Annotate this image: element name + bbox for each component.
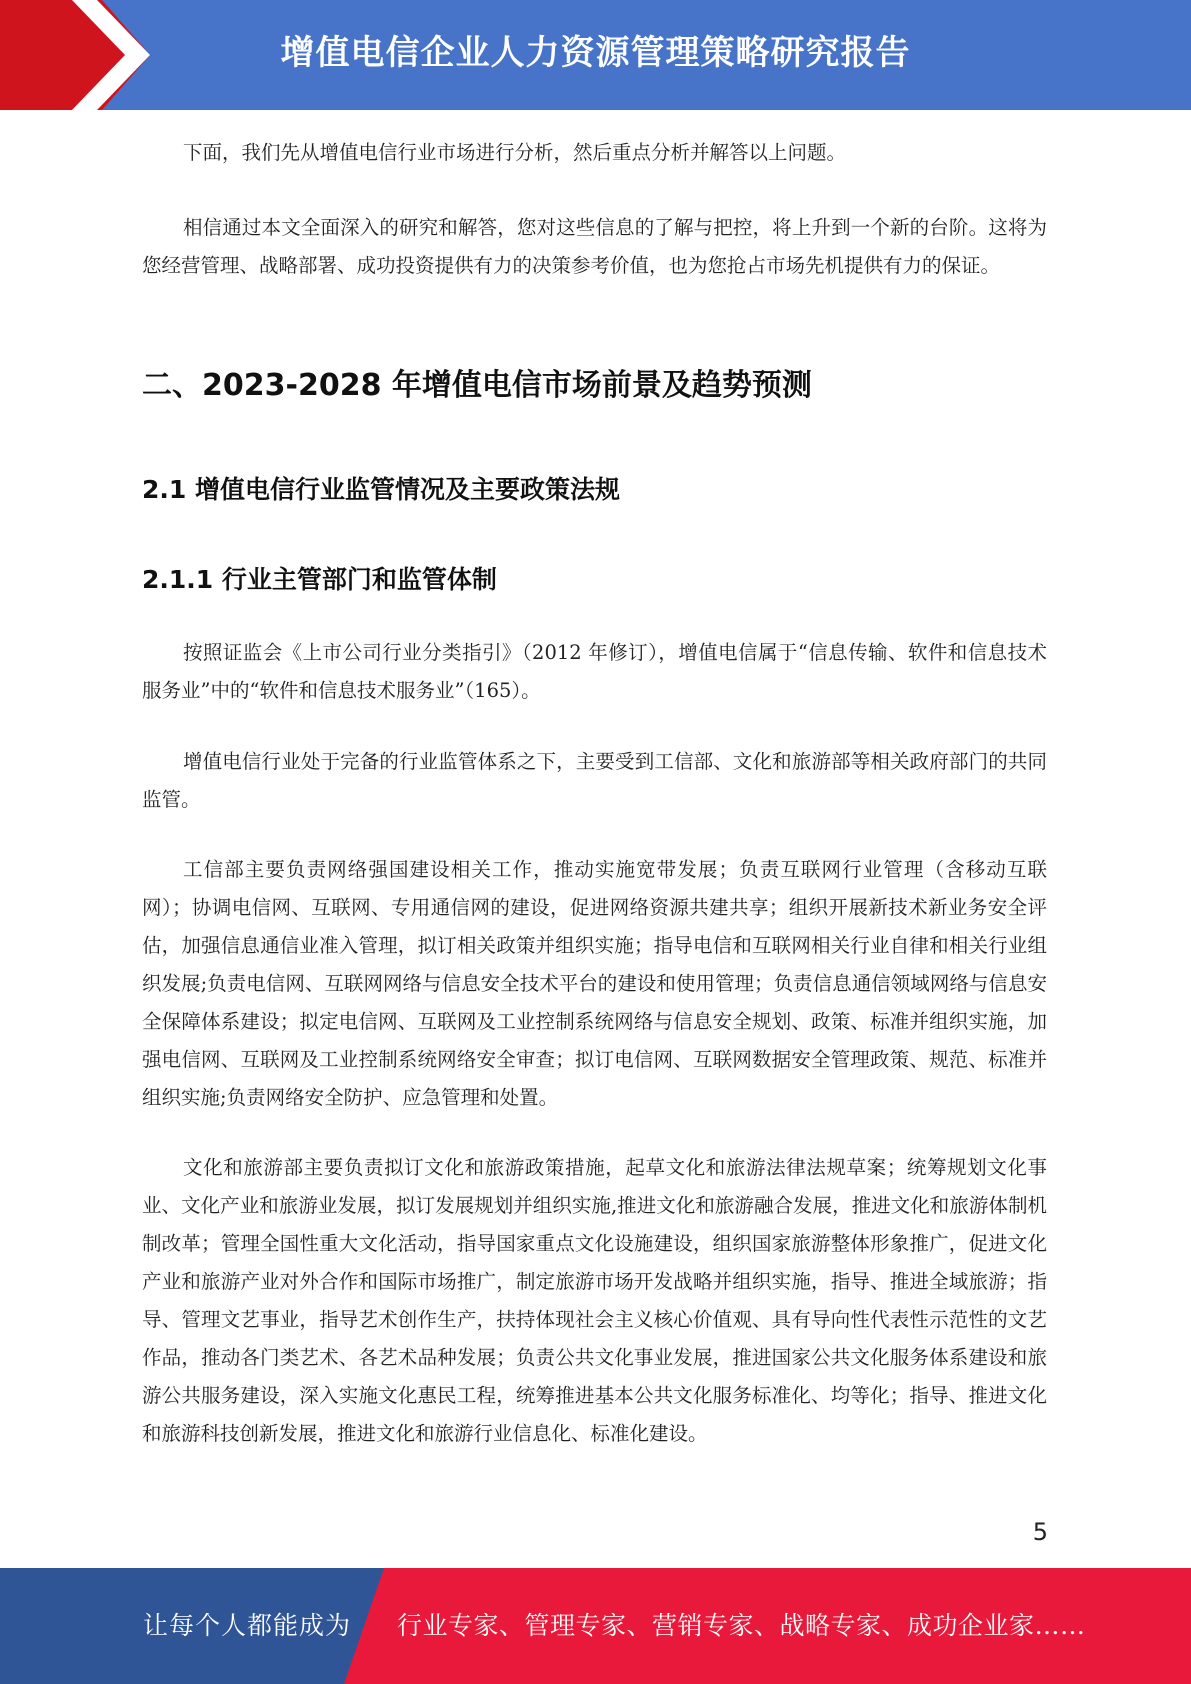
report-title: 增值电信企业人力资源管理策略研究报告 — [280, 33, 911, 73]
paragraph-miit: 工信部主要负责网络强国建设相关工作，推动实施宽带发展；负责互联网行业管理（含移动互联网）；协调电信网、互联网、专用通信网的建设，促进网络资源共建共享；组织开展新技术新业务安全评估，加强信息通信业准入管理，拟订相关政策并组织实施；指导电信和互联网相关行业自律和相关行业组织发展;负责电信网、互联网网络与信息安全技术平台的建设和使用管理；负责信息通信领域网络与信息安全保障体系建设；拟定电信网、互联网及工业控制系统网络与信息安全规划、政策、标准并组织实施，加强电信网、互联网及工业控制系统网络安全审查；拟订电信网、互联网数据安全管理政策、规范、标准并组织实施;负责网络安全防护、应急管理和处置。 — [142, 858, 1047, 1109]
page-number: 5 — [1032, 1518, 1048, 1546]
paragraph-intro: 下面，我们先从增值电信行业市场进行分析，然后重点分析并解答以上问题。 — [183, 141, 847, 164]
section-heading: 二、2023-2028 年增值电信市场前景及趋势预测 — [142, 368, 812, 403]
paragraph-culture: 文化和旅游部主要负责拟订文化和旅游政策措施，起草文化和旅游法律法规草案；统筹规划文化事业、文化产业和旅游业发展，拟订发展规划并组织实施,推进文化和旅游融合发展，推进文化和旅游体制机制改革；管理全国性重大文化活动，指导国家重点文化设施建设，组织国家旅游整体形象推广，促进文化产业和旅游产业对外合作和国际市场推广，制定旅游市场开发战略并组织实施，指导、推进全域旅游；指导、管理文艺事业，指导艺术创作生产，扶持体现社会主义核心价值观、具有导向性代表性示范性的文艺作品，推动各门类艺术、各艺术品种发展；负责公共文化事业发展，推进国家公共文化服务体系建设和旅游公共服务建设，深入实施文化惠民工程，统筹推进基本公共文化服务标准化、均等化；指导、推进文化和旅游科技创新发展，推进文化和旅游行业信息化、标准化建设。 — [142, 1156, 1047, 1445]
footer-slogan-right: 行业专家、管理专家、营销专家、战略专家、成功企业家…… — [397, 1611, 1086, 1640]
paragraph-value: 相信通过本文全面深入的研究和解答，您对这些信息的了解与把控，将上升到一个新的台阶。这将为您经营管理、战略部署、成功投资提供有力的决策参考价值，也为您抢占市场先机提供有力的保证。 — [142, 216, 1047, 277]
subsubsection-heading: 2.1.1 行业主管部门和监管体制 — [142, 565, 497, 594]
header-banner — [0, 0, 1191, 110]
paragraph-supervision: 增值电信行业处于完备的行业监管体系之下，主要受到工信部、文化和旅游部等相关政府部门的共同监管。 — [142, 750, 1047, 811]
paragraph-classification: 按照证监会《上市公司行业分类指引》（2012 年修订），增值电信属于“信息传输、软件和信息技术服务业”中的“软件和信息技术服务业”（165）。 — [142, 641, 1047, 702]
footer-slogan-left: 让每个人都能成为 — [143, 1611, 352, 1640]
subsection-heading: 2.1 增值电信行业监管情况及主要政策法规 — [142, 475, 620, 504]
footer-banner — [0, 1568, 1191, 1684]
